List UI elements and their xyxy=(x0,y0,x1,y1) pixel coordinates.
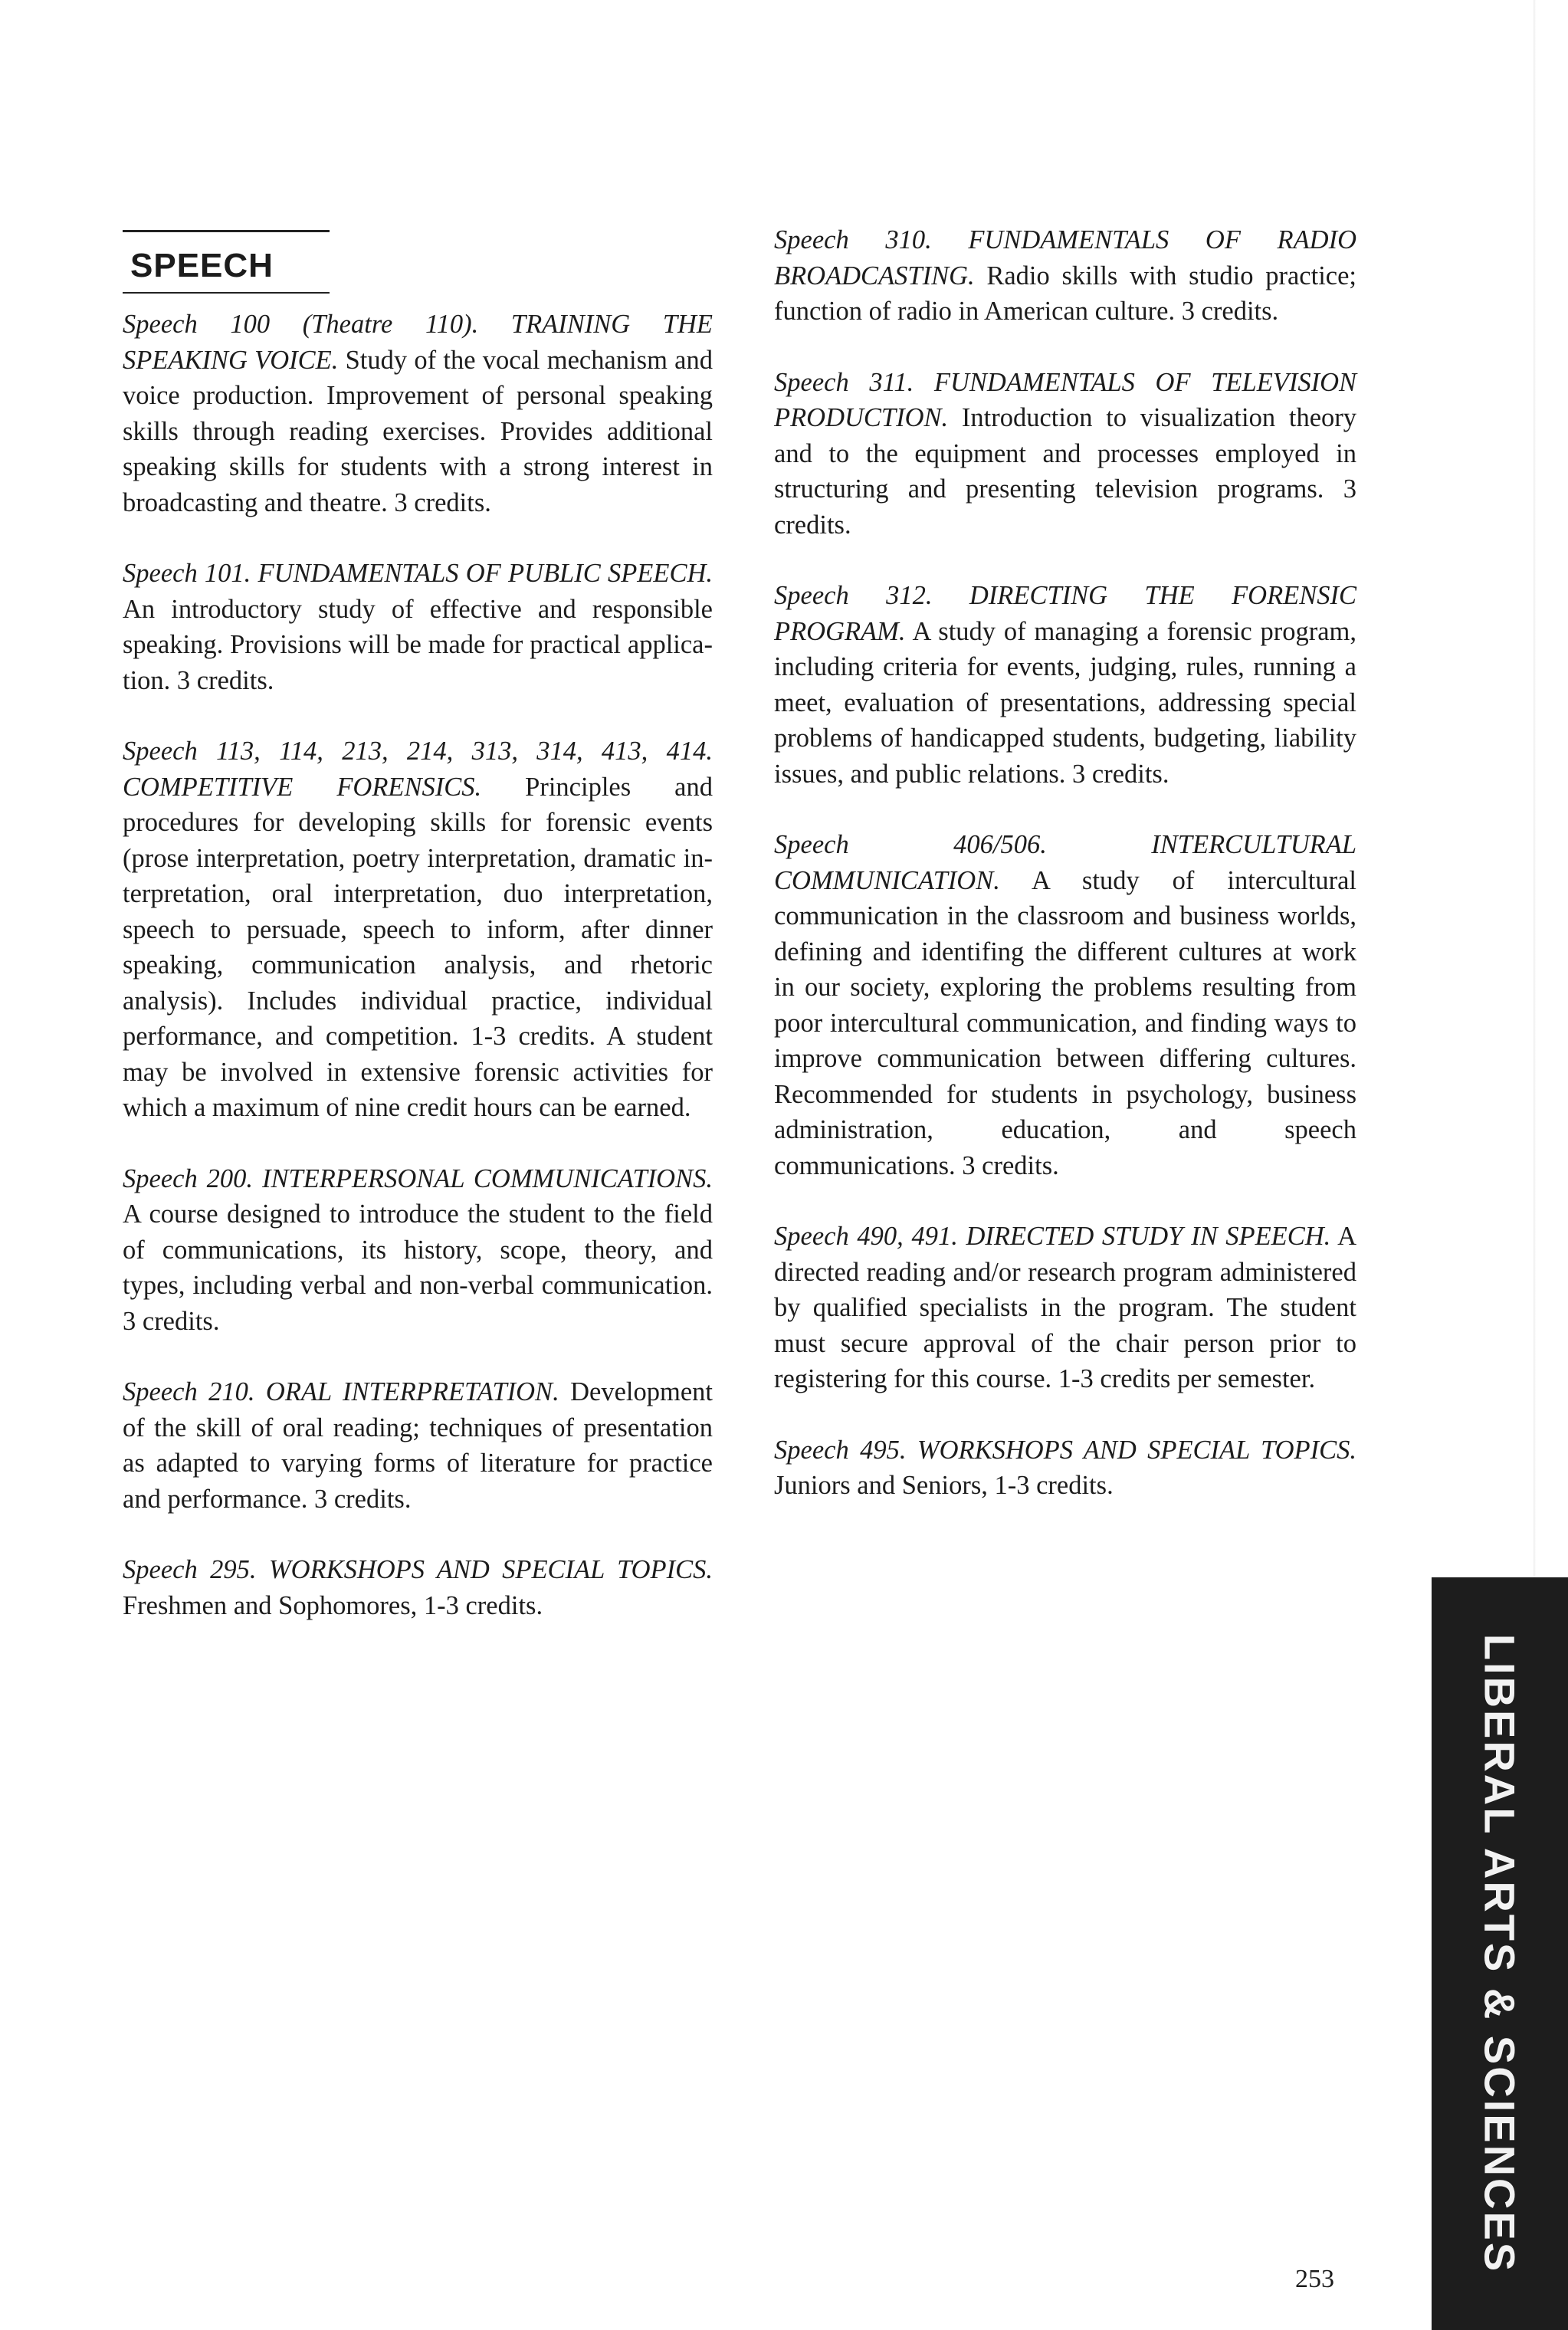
course-description: Study of the vocal mechanism and voice production. Improvement of personal speaking skills through reading exercises. Provides additional speaking skills for students with a strong interest in broadcasting and theatre. 3 credits. xyxy=(123,345,713,517)
course-entry-speech-210 xyxy=(123,1374,713,1517)
course-entry-speech-406-506 xyxy=(774,827,1356,1183)
course-heading: Speech 495. WORKSHOPS AND SPECIAL TOPICS. xyxy=(774,1435,1356,1465)
header-rule-bottom xyxy=(123,292,330,294)
right-column xyxy=(774,222,1356,1539)
course-heading: Speech 200. INTERPERSONAL COMMUNICATIONS. xyxy=(123,1163,713,1193)
course-description: Freshmen and Sophomores, 1-3 credits. xyxy=(123,1590,543,1620)
section-title: SPEECH xyxy=(130,247,274,284)
course-description: Principles and procedures for developing skills for forensic events (prose interpretation, poetry interpretation, dramatic interpretation, oral interpretation, duo interpretation, speech to persuade, speech to inform, after dinner speaking, communication analysis, and rhetoric analysis). Includes individual practice, individual performance, and competition. 1-3 credits. A student may be involved in extensive forensic activities for which a maximum of nine credit hours can be earned. xyxy=(123,772,713,1122)
course-heading: Speech 295. WORKSHOPS AND SPECIAL TOPICS. xyxy=(123,1555,713,1584)
course-heading: Speech 100 (Theatre 110). TRAINING THE SPEAKING VOICE. xyxy=(123,310,713,375)
course-description: Juniors and Seniors, 1-3 credits. xyxy=(774,1471,1114,1500)
course-description: A course designed to introduce the student to the field of communications, its history, scope, theory, and types, including verbal and non-verbal communication. 3 credits. xyxy=(123,1199,713,1336)
course-heading: Speech 310. FUNDAMENTALS OF RADIO BROADCASTING. xyxy=(774,225,1356,290)
course-entry-speech-310 xyxy=(774,222,1356,330)
scan-edge-shadow xyxy=(1533,0,1536,1579)
course-entry-speech-100 xyxy=(123,307,713,520)
course-heading: Speech 490, 491. DIRECTED STUDY IN SPEECH. xyxy=(774,1222,1331,1251)
course-description: A directed reading and/or research program administered by qualified specialists in the program. The student must secure approval of the chair person prior to registering for this course. 1-3 credits per semester. xyxy=(774,1222,1356,1393)
course-description: Introduction to visualization theory and to the equipment and processes employed in structuring and presenting television programs. 3 credits. xyxy=(774,403,1356,540)
section-side-tab xyxy=(1432,1577,1568,2330)
left-column xyxy=(123,307,713,1659)
course-description: A study of managing a forensic program, including criteria for events, judging, rules, running a meet, evaluation of presentations, addressing special problems of handicapped students, budgeting, liability issues, and public relations. 3 credits. xyxy=(774,616,1356,789)
course-heading: Speech 312. DIRECTING THE FORENSIC PROGRAM. xyxy=(774,581,1356,646)
course-description: Radio skills with studio practice; function of radio in American culture. 3 credits. xyxy=(774,261,1356,326)
course-description: A study of intercultural communication in the classroom and business worlds, defining and identifing the different cultures at work in our society, exploring the problems resulting from poor intercultural communication, and finding ways to improve communication between differing cultures. Recommended for students in psychology, business administration, education, and speech communications. 3 credits. xyxy=(774,865,1356,1180)
course-entry-speech-312 xyxy=(774,578,1356,792)
course-entry-speech-495 xyxy=(774,1432,1356,1504)
course-description: An introductory study of effective and responsible speaking. Provisions will be made for practical application. 3 credits. xyxy=(123,594,713,695)
page-number: 253 xyxy=(1295,2265,1334,2293)
course-entry-speech-101 xyxy=(123,556,713,698)
course-heading: Speech 101. FUNDAMENTALS OF PUBLIC SPEECH. xyxy=(123,559,713,588)
course-heading: Speech 113, 114, 213, 214, 313, 314, 413, 414. COMPETITIVE FORENSICS. xyxy=(123,737,713,802)
course-entry-speech-200 xyxy=(123,1161,713,1340)
header-rule-top xyxy=(123,230,330,232)
side-tab-label: LIBERAL ARTS & SCIENCES xyxy=(1475,1633,1524,2274)
course-description: Development of the skill of oral reading; techniques of presentation as adapted to varying forms of literature for practice and performance. 3 credits. xyxy=(123,1377,713,1514)
course-heading: Speech 210. ORAL INTERPRETATION. xyxy=(123,1377,559,1406)
course-entry-competitive-forensics xyxy=(123,733,713,1126)
course-entry-speech-295 xyxy=(123,1552,713,1623)
course-entry-speech-490-491 xyxy=(774,1219,1356,1397)
section-header xyxy=(123,230,330,294)
course-heading: Speech 406/506. INTERCULTURAL COMMUNICATION. xyxy=(774,830,1356,895)
course-entry-speech-311 xyxy=(774,365,1356,543)
course-heading: Speech 311. FUNDAMENTALS OF TELEVISION PRODUCTION. xyxy=(774,367,1356,432)
